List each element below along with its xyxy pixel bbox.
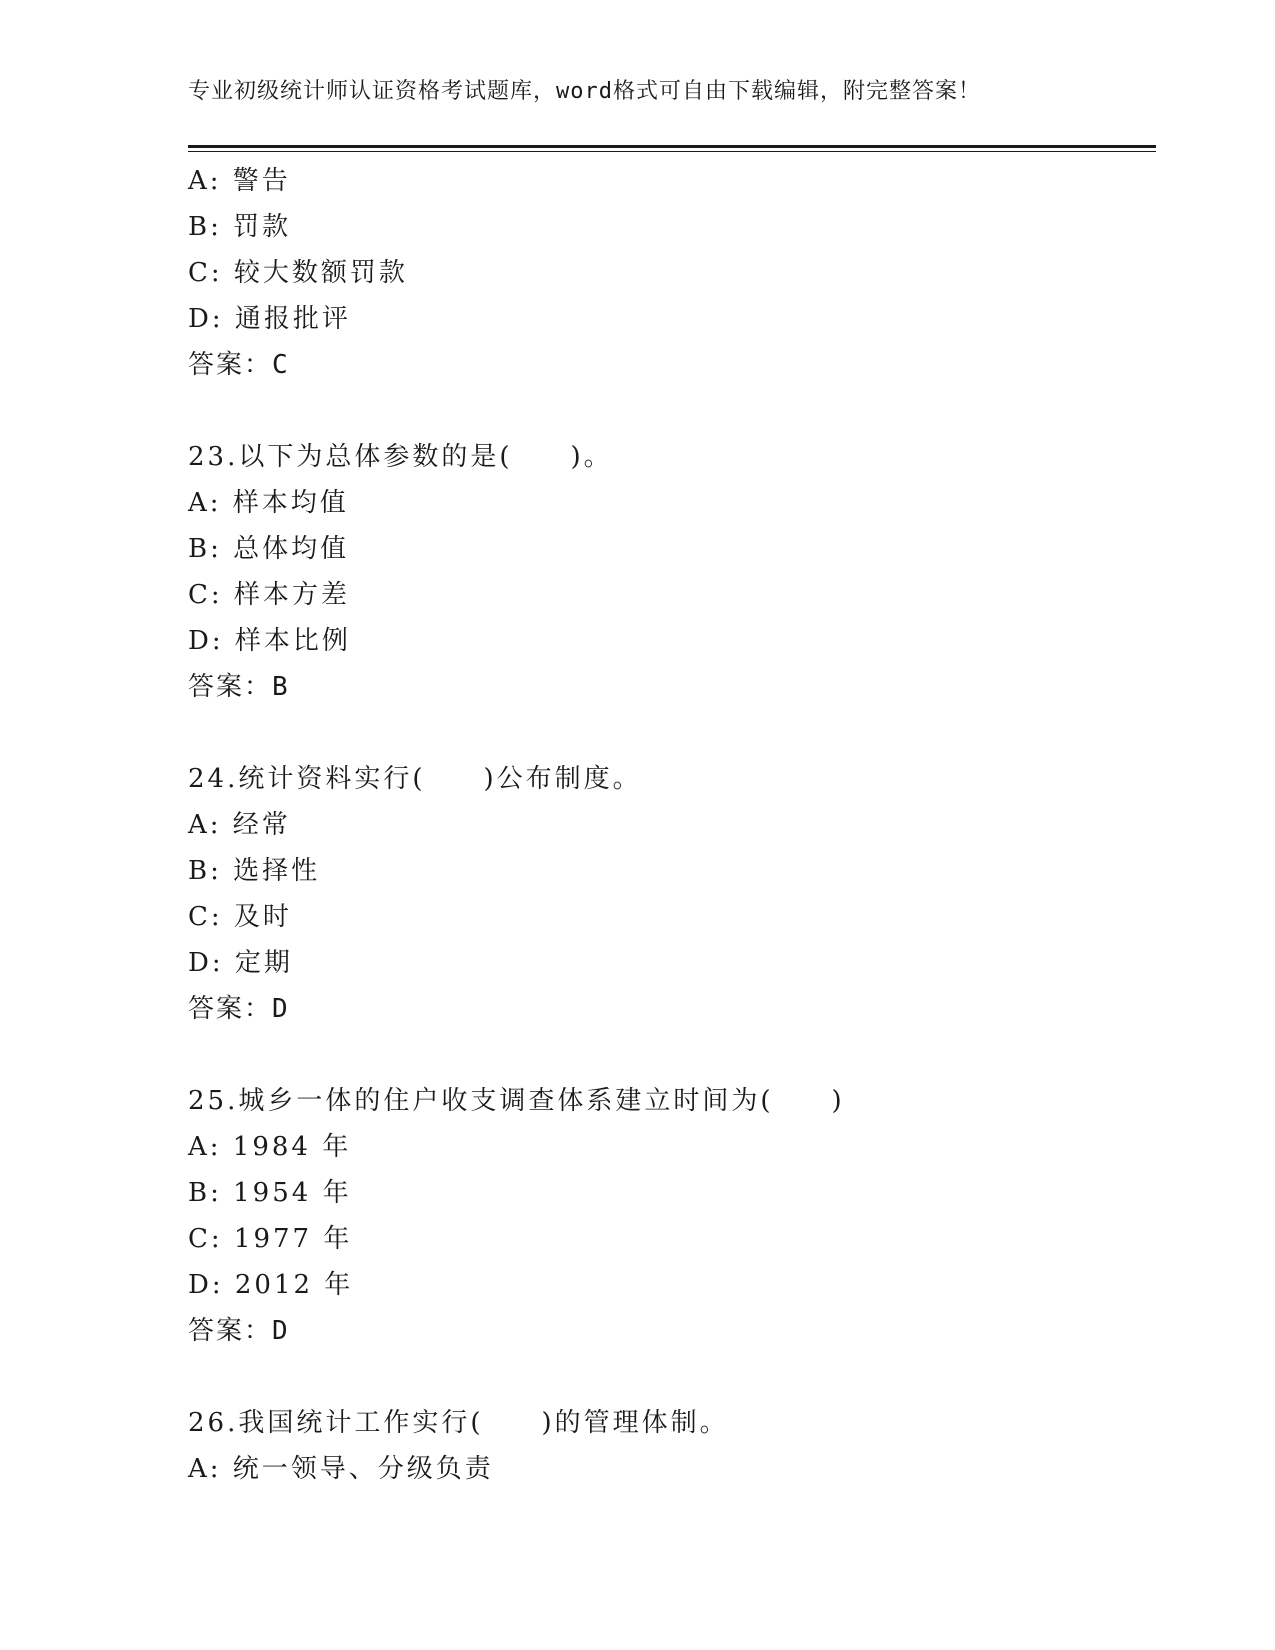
option-d: D: 通报批评 (188, 304, 351, 334)
question-block (188, 756, 1148, 1032)
page-header: 专业初级统计师认证资格考试题库，word格式可自由下载编辑，附完整答案！ (188, 79, 981, 104)
option-a: A: 1984 年 (188, 1132, 352, 1162)
question-list (188, 158, 1148, 1492)
answer-value: C (272, 350, 290, 380)
question-block (188, 434, 1148, 710)
option-a: A: 警告 (188, 166, 291, 196)
answer-value: B (272, 672, 290, 702)
option-a: A: 统一领导、分级负责 (188, 1454, 494, 1484)
header-rule (188, 145, 1156, 148)
answer-label: 答案： (188, 1316, 273, 1346)
option-d: D: 样本比例 (188, 626, 351, 656)
option-c: C: 及时 (188, 902, 292, 932)
option-a: A: 经常 (188, 810, 291, 840)
option-c: C: 样本方差 (188, 580, 350, 610)
option-d: D: 定期 (188, 948, 293, 978)
answer-line (188, 664, 1148, 710)
question-text: 26.我国统计工作实行( )的管理体制。 (188, 1408, 729, 1438)
question-text: 23.以下为总体参数的是( )。 (188, 442, 613, 472)
option-a: A: 样本均值 (188, 488, 349, 518)
question-text: 24.统计资料实行( )公布制度。 (188, 764, 642, 794)
option-b: B: 选择性 (188, 856, 321, 886)
option-b: B: 1954 年 (188, 1178, 352, 1208)
question-block (188, 1400, 1148, 1492)
answer-line (188, 986, 1148, 1032)
answer-label: 答案： (188, 350, 273, 380)
question-text: 25.城乡一体的住户收支调查体系建立时间为( ) (188, 1086, 845, 1116)
answer-value: D (272, 1316, 290, 1346)
answer-value: D (272, 994, 290, 1024)
option-b: B: 罚款 (188, 212, 292, 242)
option-b: B: 总体均值 (188, 534, 350, 564)
answer-label: 答案： (188, 672, 273, 702)
answer-line (188, 1308, 1148, 1354)
option-d: D: 2012 年 (188, 1270, 354, 1300)
option-c: C: 1977 年 (188, 1224, 353, 1254)
question-block (188, 1078, 1148, 1354)
option-c: C: 较大数额罚款 (188, 258, 408, 288)
question-block (188, 158, 1148, 388)
answer-line (188, 342, 1148, 388)
answer-label: 答案： (188, 994, 273, 1024)
header-rule-thin (188, 151, 1156, 152)
